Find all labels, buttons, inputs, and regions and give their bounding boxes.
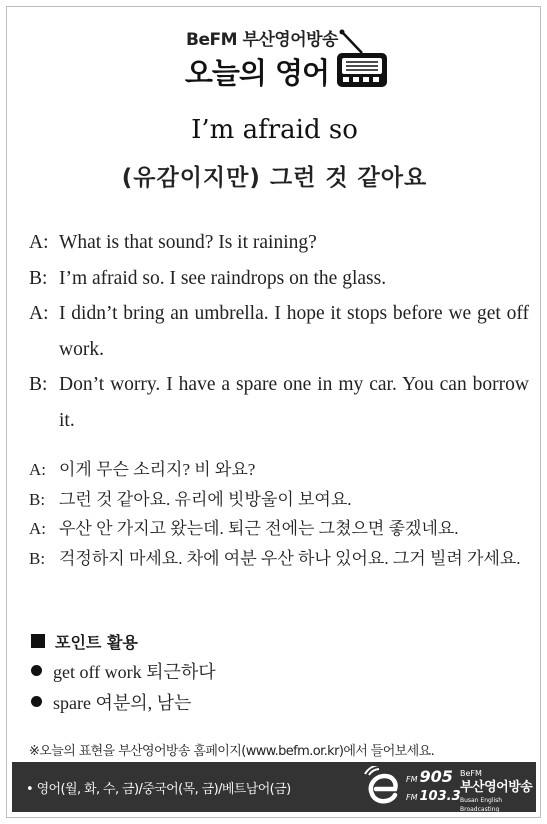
footer-brand-ko: 부산영어방송 <box>460 780 533 795</box>
frequency-905: 905 <box>419 767 453 786</box>
article-frame <box>6 6 541 818</box>
dialogue-text: What is that sound? Is it raining? <box>59 232 317 253</box>
fm-tag: FM <box>406 793 418 802</box>
speaker-label: A: <box>29 303 49 324</box>
dialogue-line <box>29 225 529 261</box>
brand-small: BeFM 부산영어방송 <box>186 30 338 50</box>
square-bullet-icon <box>31 634 45 648</box>
dialogue-line <box>29 296 529 367</box>
dialogue-line <box>29 455 529 485</box>
footer-brand-sub: Busan English Broadcasting <box>460 797 503 813</box>
speaker-label: B: <box>29 267 48 289</box>
dialogue-line <box>29 261 529 297</box>
expression-title: I’m afraid so <box>191 115 358 145</box>
dialogue-line <box>29 485 529 515</box>
dialogue-text: Don’t worry. I have a spare one in my car. You can borrow it. <box>59 374 529 431</box>
points-section <box>31 627 531 717</box>
expression-translation: (유감이지만) 그런 것 같아요 <box>121 165 428 191</box>
radio-icon <box>329 27 393 91</box>
point-text: spare 여분의, 남는 <box>53 692 192 713</box>
point-text: get off work 퇴근하다 <box>53 661 216 682</box>
brand-title: 오늘의 영어 <box>184 56 330 90</box>
frequencies <box>406 768 461 806</box>
footer-bar <box>12 762 536 812</box>
frequency-1033: 103.3 <box>419 789 461 804</box>
dialogue-text: I’m afraid so. I see raindrops on the glass. <box>59 267 387 289</box>
dialogue-text: 이게 무슨 소리지? 비 와요? <box>59 460 256 479</box>
dialogue-korean <box>29 455 529 573</box>
speaker-label: A: <box>29 460 46 479</box>
points-heading-text: 포인트 활용 <box>55 632 138 652</box>
befm-e-logo-icon <box>364 766 404 808</box>
dialogue-text: 그런 것 같아요. 유리에 빗방울이 보여요. <box>59 489 352 509</box>
footer-brand-en: BeFM <box>460 769 482 778</box>
dialogue-text: 걱정하지 마세요. 차에 여분 우산 하나 있어요. 그거 빌려 가세요. <box>59 548 521 568</box>
dialogue-english <box>29 225 529 438</box>
dialogue-line <box>29 514 529 544</box>
fm-tag: FM <box>406 775 418 784</box>
bullet-icon <box>31 665 42 676</box>
speaker-label: B: <box>29 548 46 568</box>
dialogue-text: 우산 안 가지고 왔는데. 퇴근 전에는 그쳤으면 좋겠네요. <box>59 519 459 538</box>
dialogue-line <box>29 544 529 574</box>
dialogue-line <box>29 367 529 438</box>
language-schedule: • 영어(월, 화, 수, 금)/중국어(목, 금)/베트남어(금) <box>26 781 291 797</box>
station-logo <box>358 762 536 812</box>
bullet-icon <box>31 696 42 707</box>
website-note: ※오늘의 표현을 부산영어방송 홈페이지(www.befm.or.kr)에서 들어보세요. <box>29 744 435 759</box>
header <box>7 21 542 101</box>
speaker-label: A: <box>29 232 49 253</box>
speaker-label: B: <box>29 374 48 395</box>
speaker-label: B: <box>29 489 46 509</box>
points-heading <box>31 627 531 655</box>
point-item <box>31 686 531 717</box>
speaker-label: A: <box>29 519 46 538</box>
point-item <box>31 655 531 686</box>
footer-brand <box>460 769 536 814</box>
dialogue-text: I didn’t bring an umbrella. I hope it stops before we get off work. <box>59 303 529 360</box>
